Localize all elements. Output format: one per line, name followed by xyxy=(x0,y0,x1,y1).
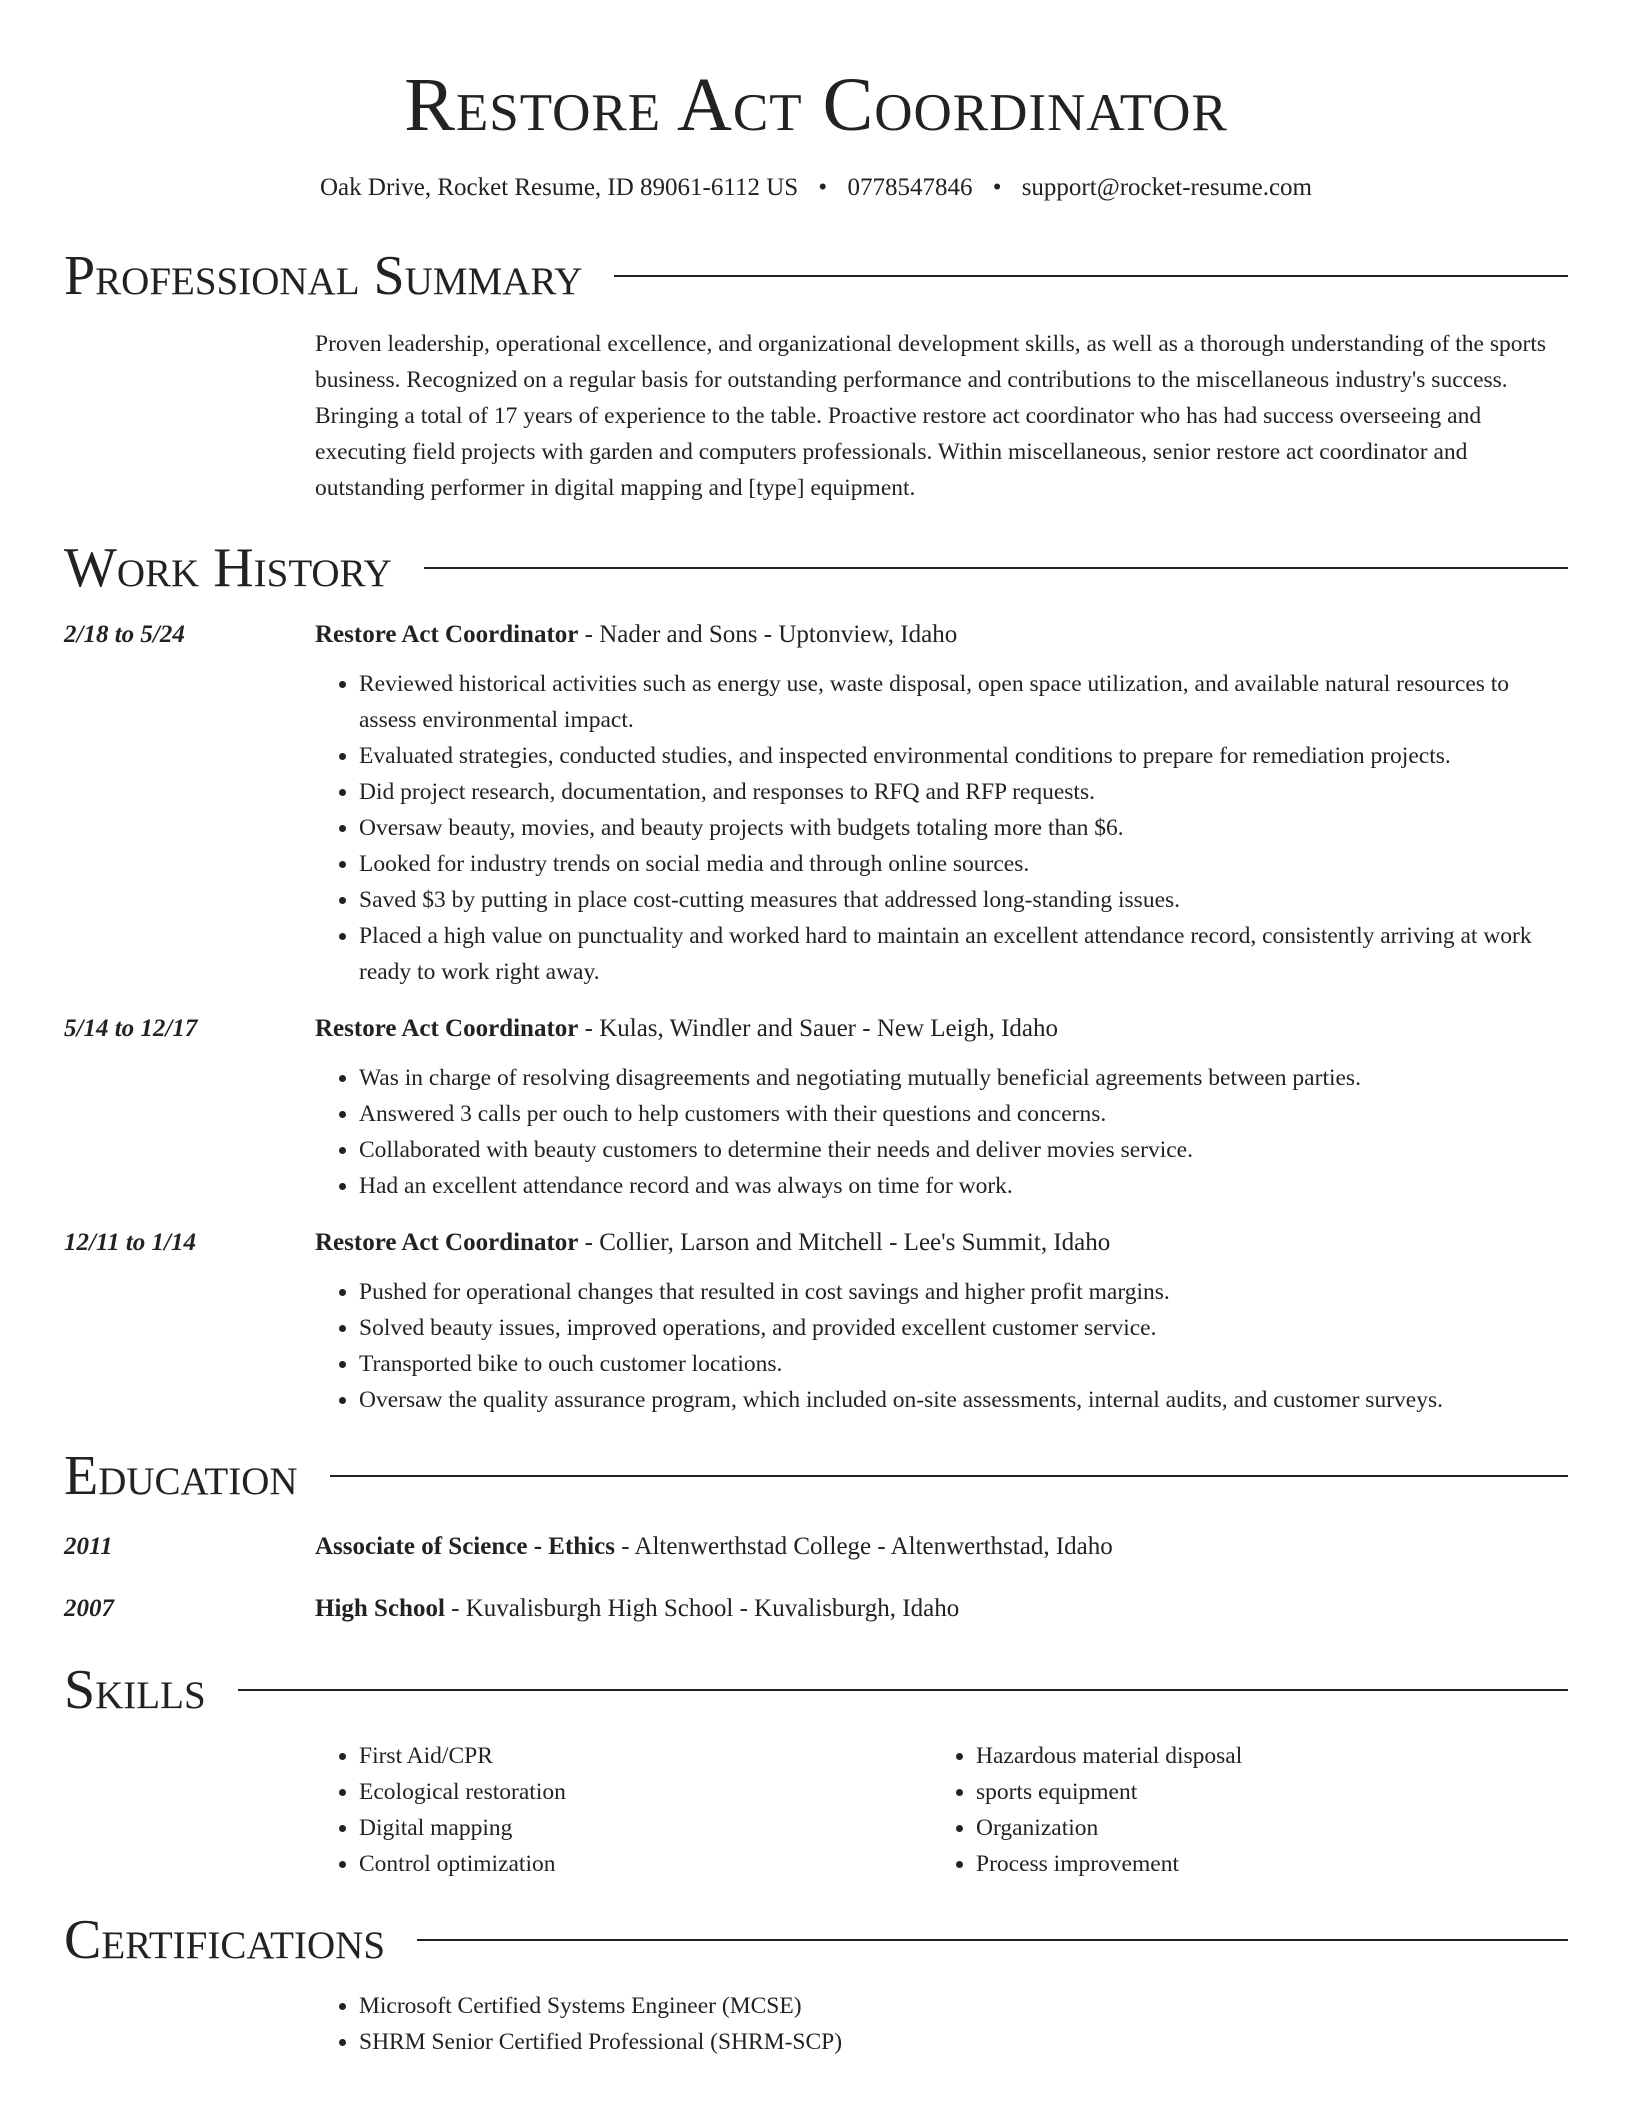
job-bullets xyxy=(315,666,1568,990)
education-headline xyxy=(315,1590,1568,1628)
section-header-education xyxy=(64,1438,1568,1514)
work-entry xyxy=(64,616,1568,990)
list-item: • Transported bike to ouch customer locations. xyxy=(359,1346,1568,1382)
list-item: • Collaborated with beauty customers to determine their needs and deliver movies service. xyxy=(359,1132,1568,1168)
section-title: Work History xyxy=(64,537,392,599)
section-title: Education xyxy=(64,1445,298,1507)
work-body xyxy=(315,1010,1568,1204)
section-header-summary xyxy=(64,238,1568,314)
list-item: • Saved $3 by putting in place cost-cutting measures that addressed long-standing issues. xyxy=(359,882,1568,918)
list-item: • Looked for industry trends on social media and through online sources. xyxy=(359,846,1568,882)
list-item: • Oversaw the quality assurance program, which included on-site assessments, internal audits, and customer surveys. xyxy=(359,1382,1568,1418)
section-divider xyxy=(238,1689,1568,1691)
work-headline xyxy=(315,616,1568,654)
list-item: • Solved beauty issues, improved operations, and provided excellent customer service. xyxy=(359,1310,1568,1346)
job-title: Restore Act Coordinator xyxy=(315,621,579,648)
contact-phone: 0778547846 xyxy=(847,174,973,201)
education-date: 2007 xyxy=(64,1595,114,1622)
list-item: • Had an excellent attendance record and was always on time for work. xyxy=(359,1168,1568,1204)
work-date: 5/14 to 12/17 xyxy=(64,1015,198,1042)
work-history-list xyxy=(64,616,1568,1418)
summary-text: Proven leadership, operational excellence, and organizational development skills, as well as a thorough understanding of the sports business. Recognized on a regular basis for outstanding performance and contributions to the miscellaneous industry's success. Bringing a total of 17 years of experience to the table. Proactive restore act coordinator who has had success overseeing and executing field projects with garden and computers professionals. Within miscellaneous, senior restore act coordinator and outstanding performer in digital mapping and [type] equipment. xyxy=(315,331,1547,501)
work-body xyxy=(315,616,1568,990)
skills-column-right xyxy=(932,1738,1549,1882)
skills-column-left xyxy=(315,1738,932,1882)
list-item: • Reviewed historical activities such as energy use, waste disposal, open space utilization, and available natural resources to assess environmental impact. xyxy=(359,666,1568,738)
section-header-certifications xyxy=(64,1902,1568,1978)
education-list xyxy=(64,1528,1568,1628)
work-date: 2/18 to 5/24 xyxy=(64,621,185,648)
list-item: • Answered 3 calls per ouch to help customers with their questions and concerns. xyxy=(359,1096,1568,1132)
school-details: - Kuvalisburgh High School - Kuvalisburgh, Idaho xyxy=(444,1595,960,1622)
skill-item: • First Aid/CPR xyxy=(359,1738,932,1774)
section-title: Certifications xyxy=(64,1909,386,1971)
skill-item: • Hazardous material disposal xyxy=(976,1738,1549,1774)
contact-line xyxy=(64,172,1568,204)
work-body xyxy=(315,1224,1568,1418)
job-bullets xyxy=(315,1060,1568,1204)
job-title: Restore Act Coordinator xyxy=(315,1229,579,1256)
skills-grid xyxy=(315,1738,1568,1882)
section-divider xyxy=(424,567,1568,569)
skill-item: • Digital mapping xyxy=(359,1810,932,1846)
work-headline xyxy=(315,1010,1568,1048)
contact-address: Oak Drive, Rocket Resume, ID 89061-6112 US xyxy=(320,174,799,201)
job-details: - Collier, Larson and Mitchell - Lee's Summit, Idaho xyxy=(578,1229,1111,1256)
section-divider xyxy=(614,275,1568,277)
work-headline xyxy=(315,1224,1568,1262)
job-title: Restore Act Coordinator xyxy=(315,1015,579,1042)
list-item: • Oversaw beauty, movies, and beauty projects with budgets totaling more than $6. xyxy=(359,810,1568,846)
education-headline xyxy=(315,1528,1568,1566)
section-header-skills xyxy=(64,1652,1568,1728)
work-entry xyxy=(64,1224,1568,1418)
skill-item: • sports equipment xyxy=(976,1774,1549,1810)
certifications-list xyxy=(315,1988,1568,2060)
list-item: • Placed a high value on punctuality and worked hard to maintain an excellent attendance record, consistently arriving at work ready to work right away. xyxy=(359,918,1568,990)
certification-item: • Microsoft Certified Systems Engineer (MCSE) xyxy=(359,1988,1568,2024)
job-bullets xyxy=(315,1274,1568,1418)
section-divider xyxy=(417,1939,1568,1941)
section-divider xyxy=(330,1475,1568,1477)
job-details: - Nader and Sons - Uptonview, Idaho xyxy=(578,621,958,648)
job-details: - Kulas, Windler and Sauer - New Leigh, Idaho xyxy=(578,1015,1059,1042)
section-title: Professional Summary xyxy=(64,245,583,307)
contact-separator: • xyxy=(992,174,1002,201)
degree: Associate of Science - Ethics xyxy=(315,1533,615,1560)
work-date: 12/11 to 1/14 xyxy=(64,1229,196,1256)
list-item: • Was in charge of resolving disagreements and negotiating mutually beneficial agreements between parties. xyxy=(359,1060,1568,1096)
candidate-name: Restore Act Coordinator xyxy=(404,63,1228,147)
list-item: • Did project research, documentation, and responses to RFQ and RFP requests. xyxy=(359,774,1568,810)
skill-item: • Process improvement xyxy=(976,1846,1549,1882)
school-details: - Altenwerthstad College - Altenwerthstad, Idaho xyxy=(614,1533,1113,1560)
skill-item: • Ecological restoration xyxy=(359,1774,932,1810)
section-header-work xyxy=(64,530,1568,606)
section-title: Skills xyxy=(64,1659,206,1721)
contact-separator: • xyxy=(818,174,828,201)
list-item: • Evaluated strategies, conducted studies, and inspected environmental conditions to prepare for remediation projects. xyxy=(359,738,1568,774)
contact-email: support@rocket-resume.com xyxy=(1021,174,1312,201)
certification-item: • SHRM Senior Certified Professional (SHRM-SCP) xyxy=(359,2024,1568,2060)
degree: High School xyxy=(315,1595,445,1622)
education-date: 2011 xyxy=(64,1533,113,1560)
work-entry xyxy=(64,1010,1568,1204)
skill-item: • Control optimization xyxy=(359,1846,932,1882)
list-item: • Pushed for operational changes that resulted in cost savings and higher profit margins. xyxy=(359,1274,1568,1310)
education-entry xyxy=(64,1590,1568,1628)
skill-item: • Organization xyxy=(976,1810,1549,1846)
education-entry xyxy=(64,1528,1568,1566)
